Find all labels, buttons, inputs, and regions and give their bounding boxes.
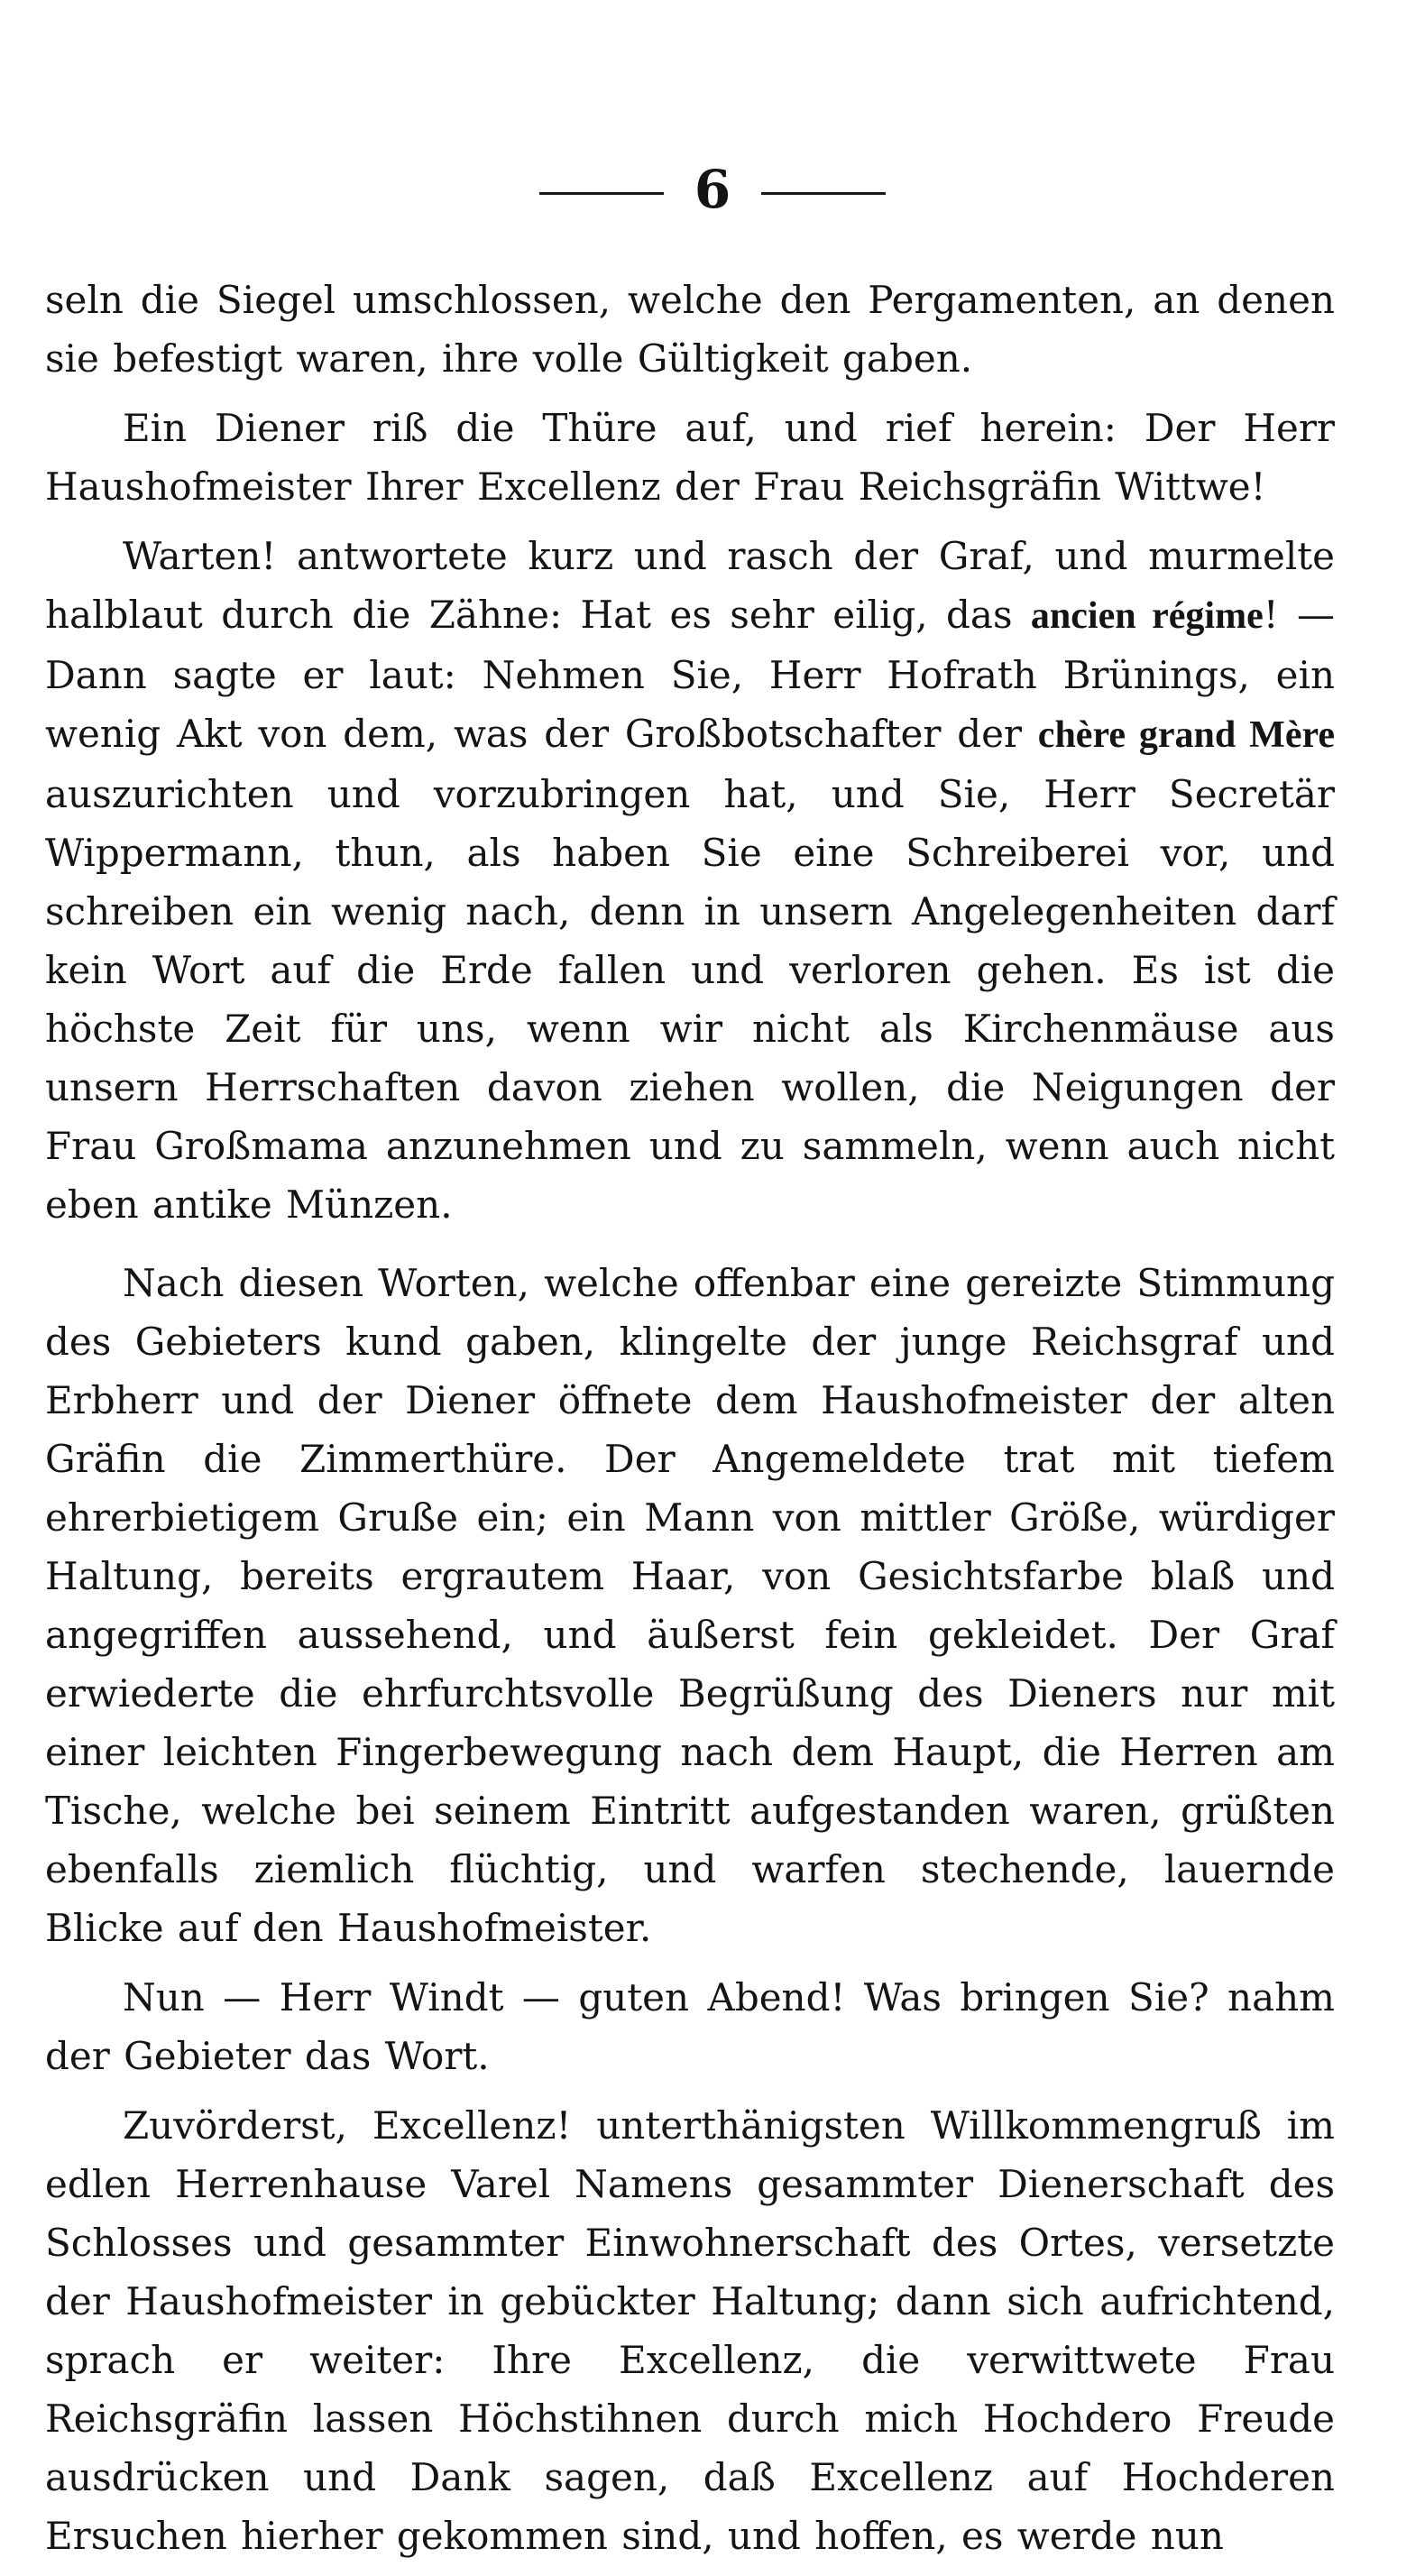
paragraph-3-text-c: auszurichten und vorzubringen hat, und Sie, Herr Secretär Wippermann, thun, als haben Sie eine Schreiberei vor, und schreiben ein wenig nach, denn in unsern Angelegenheiten darf kein Wort auf die Erde fallen und verloren gehen. Es ist die höchste Zeit für uns, wenn wir nicht als Kirchenmäuse aus unsern Herrschaften davon ziehen wollen, die Neigungen der Frau Großmama anzunehmen und zu sammeln, wenn auch nicht eben antike Münzen.	[45, 772, 1335, 1227]
page-number: 6	[694, 159, 731, 220]
paragraph-3	[45, 527, 1335, 1234]
paragraph-3-text-a: Warten! antwortete kurz und rasch der Graf, und murmelte halblaut durch die Zähne: Hat es sehr eilig, das	[45, 534, 1335, 637]
header-rule-right	[761, 192, 886, 195]
paragraph-3-text-b: ! — Dann sagte er laut: Nehmen Sie, Herr Hofrath Brünings, ein wenig Akt von dem, was der Großbotschafter der	[45, 593, 1336, 756]
body-text	[45, 271, 1335, 2576]
phrase-chere-grand-mere: chère grand Mère	[1037, 714, 1335, 756]
paragraph-5: Nun — Herr Windt — guten Abend! Was bringen Sie? nahm der Gebieter das Wort.	[45, 1975, 1335, 2078]
page-header	[0, 153, 1425, 225]
paragraph-4: Nach diesen Worten, welche offenbar eine gereizte Stimmung des Gebieters kund gaben, klingelte der junge Reichsgraf und Erbherr und der Diener öffnete dem Haushofmeister der alten Gräfin die Zimmerthüre. Der Angemeldete trat mit tiefem ehrerbietigem Gruße ein; ein Mann von mittler Größe, würdiger Haltung, bereits ergrautem Haar, von Gesichtsfarbe blaß und angegriffen aussehend, und äußerst fein gekleidet. Der Graf erwiederte die ehrfurchtsvolle Begrüßung des Dieners nur mit einer leichten Fingerbewegung nach dem Haupt, die Herren am Tische, welche bei seinem Eintritt aufgestanden waren, grüßten ebenfalls ziemlich flüchtig, und warfen stechende, lauernde Blicke auf den Haushofmeister.	[45, 1261, 1335, 1950]
phrase-ancien-regime: ancien régime	[1030, 595, 1264, 637]
paragraph-6: Zuvörderst, Excellenz! unterthänigsten Willkommengruß im edlen Herrenhause Varel Namens gesammter Dienerschaft des Schlosses und gesammter Einwohnerschaft des Ortes, versetzte der Haushofmeister in gebückter Haltung; dann sich aufrichtend, sprach er weiter: Ihre Excellenz, die verwittwete Frau Reichsgräfin lassen Höchstihnen durch mich Hochdero Freude ausdrücken und Dank sagen, daß Excellenz auf Hochderen Ersuchen hierher gekommen sind, und hoffen, es werde nun	[45, 2103, 1335, 2558]
header-rule-left	[539, 192, 664, 195]
paragraph-2: Ein Diener riß die Thüre auf, und rief herein: Der Herr Haushofmeister Ihrer Excellenz der Frau Reichsgräfin Wittwe!	[45, 406, 1335, 509]
paragraph-1: seln die Siegel umschlossen, welche den Pergamenten, an denen sie befestigt waren, ihre volle Gültigkeit gaben.	[45, 278, 1335, 381]
